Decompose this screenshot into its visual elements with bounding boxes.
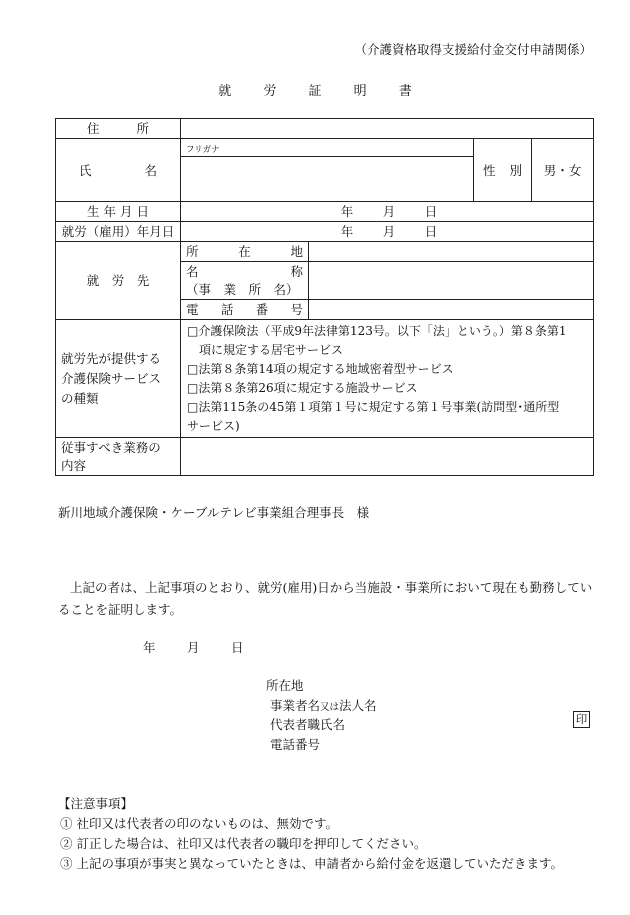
note-item-1: ① 社印又は代表者の印のないものは、無効です。 bbox=[60, 816, 338, 831]
note-item-3: ③ 上記の事項が事実と異なっていたときは、申請者から給付金を返還していただきます。 bbox=[60, 856, 563, 871]
service-option-community[interactable]: □法第８条第14項の規定する地域密着型サービス bbox=[187, 361, 454, 376]
service-option-type1-cont: サービス) bbox=[187, 418, 240, 433]
workplace-phone-label: 電 話 番 号 bbox=[181, 300, 309, 320]
employment-date-field[interactable]: 年 月 日 bbox=[181, 222, 594, 242]
service-option-facility[interactable]: □法第８条第26項に規定する施設サービス bbox=[187, 380, 418, 395]
service-type-options bbox=[181, 320, 594, 438]
signature-location: 所在地 bbox=[266, 678, 304, 693]
workplace-name-label: 名 称 bbox=[181, 262, 309, 281]
workplace-label: 就 労 先 bbox=[56, 242, 181, 320]
service-option-home[interactable]: □介護保険法（平成9年法律第123号。以下「法」という。）第８条第1 bbox=[187, 323, 567, 338]
gender-label: 性 別 bbox=[474, 139, 532, 202]
address-label: 住 所 bbox=[56, 119, 181, 139]
signature-phone: 電話番号 bbox=[270, 737, 321, 752]
birthdate-label: 生 年 月 日 bbox=[56, 202, 181, 222]
header-note: （介護資格取得支援給付金交付申請関係） bbox=[354, 42, 592, 57]
note-item-2: ② 訂正した場合は、社印又は代表者の職印を押印してください。 bbox=[60, 836, 427, 851]
workplace-location-label: 所 在 地 bbox=[181, 242, 309, 262]
workplace-name-sublabel: （事 業 所 名） bbox=[181, 281, 309, 300]
birthdate-field[interactable]: 年 月 日 bbox=[181, 202, 594, 222]
signature-representative: 代表者職氏名 bbox=[270, 717, 346, 732]
certification-date: 年 月 日 bbox=[143, 640, 244, 655]
service-option-home-cont: 項に規定する居宅サービス bbox=[199, 342, 344, 357]
employment-date-label: 就労（雇用）年月日 bbox=[56, 222, 181, 242]
notes-title: 【注意事項】 bbox=[58, 796, 134, 811]
furigana-row bbox=[56, 139, 594, 157]
name-label: 氏 名 bbox=[56, 139, 181, 202]
address-field[interactable] bbox=[181, 119, 594, 139]
workplace-phone-field[interactable] bbox=[309, 300, 594, 320]
certification-text: 上記の者は、上記事項のとおり、就労(雇用)日から当施設・事業所において現在も勤務していることを証明します。 bbox=[58, 580, 593, 617]
service-type-label: 就労先が提供する 介護保険サービス の種類 bbox=[56, 320, 181, 438]
signature-business-name: 事業者名又は法人名 bbox=[270, 698, 377, 713]
name-field[interactable] bbox=[181, 157, 474, 202]
birthdate-row bbox=[56, 202, 594, 222]
employment-date-row bbox=[56, 222, 594, 242]
address-row bbox=[56, 119, 594, 139]
workplace-name-field[interactable] bbox=[309, 262, 594, 300]
certificate-form-table bbox=[55, 118, 594, 476]
workplace-location-row bbox=[56, 242, 594, 262]
seal-mark: 印 bbox=[573, 711, 590, 728]
furigana-field[interactable] bbox=[181, 139, 474, 157]
duties-row bbox=[56, 438, 594, 476]
document-title: 就 労 証 明 書 bbox=[218, 84, 426, 99]
addressee: 新川地域介護保険・ケーブルテレビ事業組合理事長 様 bbox=[58, 505, 370, 520]
service-type-row bbox=[56, 320, 594, 438]
furigana-label: フリガナ bbox=[186, 145, 220, 155]
duties-field[interactable] bbox=[181, 438, 594, 476]
service-option-type1[interactable]: □法第115条の45第１項第１号に規定する第１号事業(訪問型･通所型 bbox=[187, 399, 560, 414]
gender-options[interactable]: 男・女 bbox=[532, 139, 594, 202]
workplace-location-field[interactable] bbox=[309, 242, 594, 262]
duties-label: 従事すべき業務の 内容 bbox=[56, 438, 181, 476]
